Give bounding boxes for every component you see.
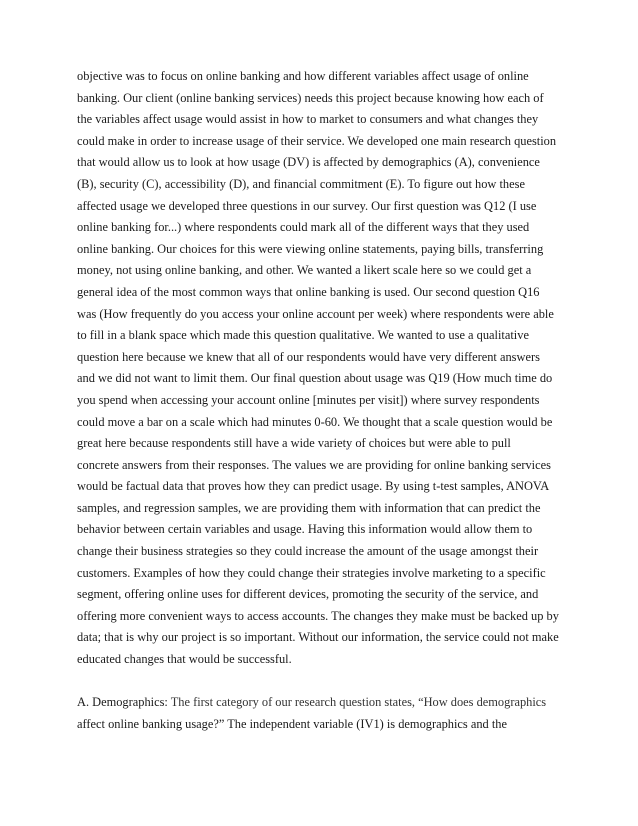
paragraph-demographics: [77, 692, 567, 735]
text-line: could move a bar on a scale which had minutes 0-60. We thought that a scale question would be: [77, 414, 553, 429]
text-line: the variables affect usage would assist in how to market to consumers and what changes they: [77, 112, 539, 127]
text-line: segment, offering online uses for different devices, promoting the security of the service, and: [77, 587, 539, 602]
text-line: that would allow us to look at how usage (DV) is affected by demographics (A), convenience: [77, 155, 540, 170]
text-line: you spend when accessing your account online [minutes per visit]) where survey respondents: [77, 392, 540, 407]
text-line: affect online banking usage?” The independent variable (IV1) is demographics and the: [77, 716, 507, 731]
text-line: affected usage we developed three questions in our survey. Our first question was Q12 (I use: [77, 198, 537, 213]
text-line: (B), security (C), accessibility (D), and financial commitment (E). To figure out how these: [77, 176, 525, 191]
text-line: [77, 692, 567, 714]
text-line: behavior between certain variables and usage. Having this information would allow them to: [77, 522, 533, 537]
section-text: The first category of our research question states, “How does demographics: [167, 695, 547, 710]
text-line: customers. Examples of how they could change their strategies involve marketing to a specific: [77, 565, 546, 580]
text-line: educated changes that would be successful.: [77, 652, 292, 667]
text-line: offering more convenient ways to access accounts. The changes they make must be backed up by: [77, 608, 559, 623]
text-line: question here because we knew that all of our respondents would have very different answers: [77, 349, 540, 364]
text-line: data; that is why our project is so important. Without our information, the service could not make: [77, 630, 559, 645]
text-line: online banking for...) where respondents could mark all of the different ways that they used: [77, 220, 530, 235]
text-line: online banking. Our choices for this were viewing online statements, paying bills, transferring: [77, 241, 544, 256]
text-line: general idea of the most common ways that online banking is used. Our second question Q16: [77, 284, 540, 299]
text-line: and we did not want to limit them. Our final question about usage was Q19 (How much time do: [77, 371, 553, 386]
document-body: [77, 66, 567, 735]
text-line: great here because respondents still have a wide variety of choices but were able to pull: [77, 436, 511, 451]
paragraph-usage: [77, 66, 567, 671]
text-line: would be factual data that proves how they can predict usage. By using t-test samples, ANOVA: [77, 479, 550, 494]
text-line: money, not using online banking, and other. We wanted a likert scale here so we could get a: [77, 263, 532, 278]
text-line: samples, and regression samples, we are providing them with information that can predict the: [77, 500, 541, 515]
text-line: concrete answers from their responses. The values we are providing for online banking services: [77, 457, 551, 472]
text-line: change their business strategies so they could increase the amount of the usage amongst their: [77, 544, 539, 559]
paragraph-spacer: [77, 671, 567, 693]
text-line: objective was to focus on online banking and how different variables affect usage of online: [77, 69, 529, 83]
section-label-demographics: A. Demographics:: [77, 695, 168, 710]
text-line: banking. Our client (online banking services) needs this project because knowing how each of: [77, 90, 544, 105]
text-line: to fill in a blank space which made this question qualitative. We wanted to use a qualitative: [77, 328, 529, 343]
text-line: could make in order to increase usage of their service. We developed one main research question: [77, 133, 557, 148]
text-line: was (How frequently do you access your online account per week) where respondents were able: [77, 306, 554, 321]
